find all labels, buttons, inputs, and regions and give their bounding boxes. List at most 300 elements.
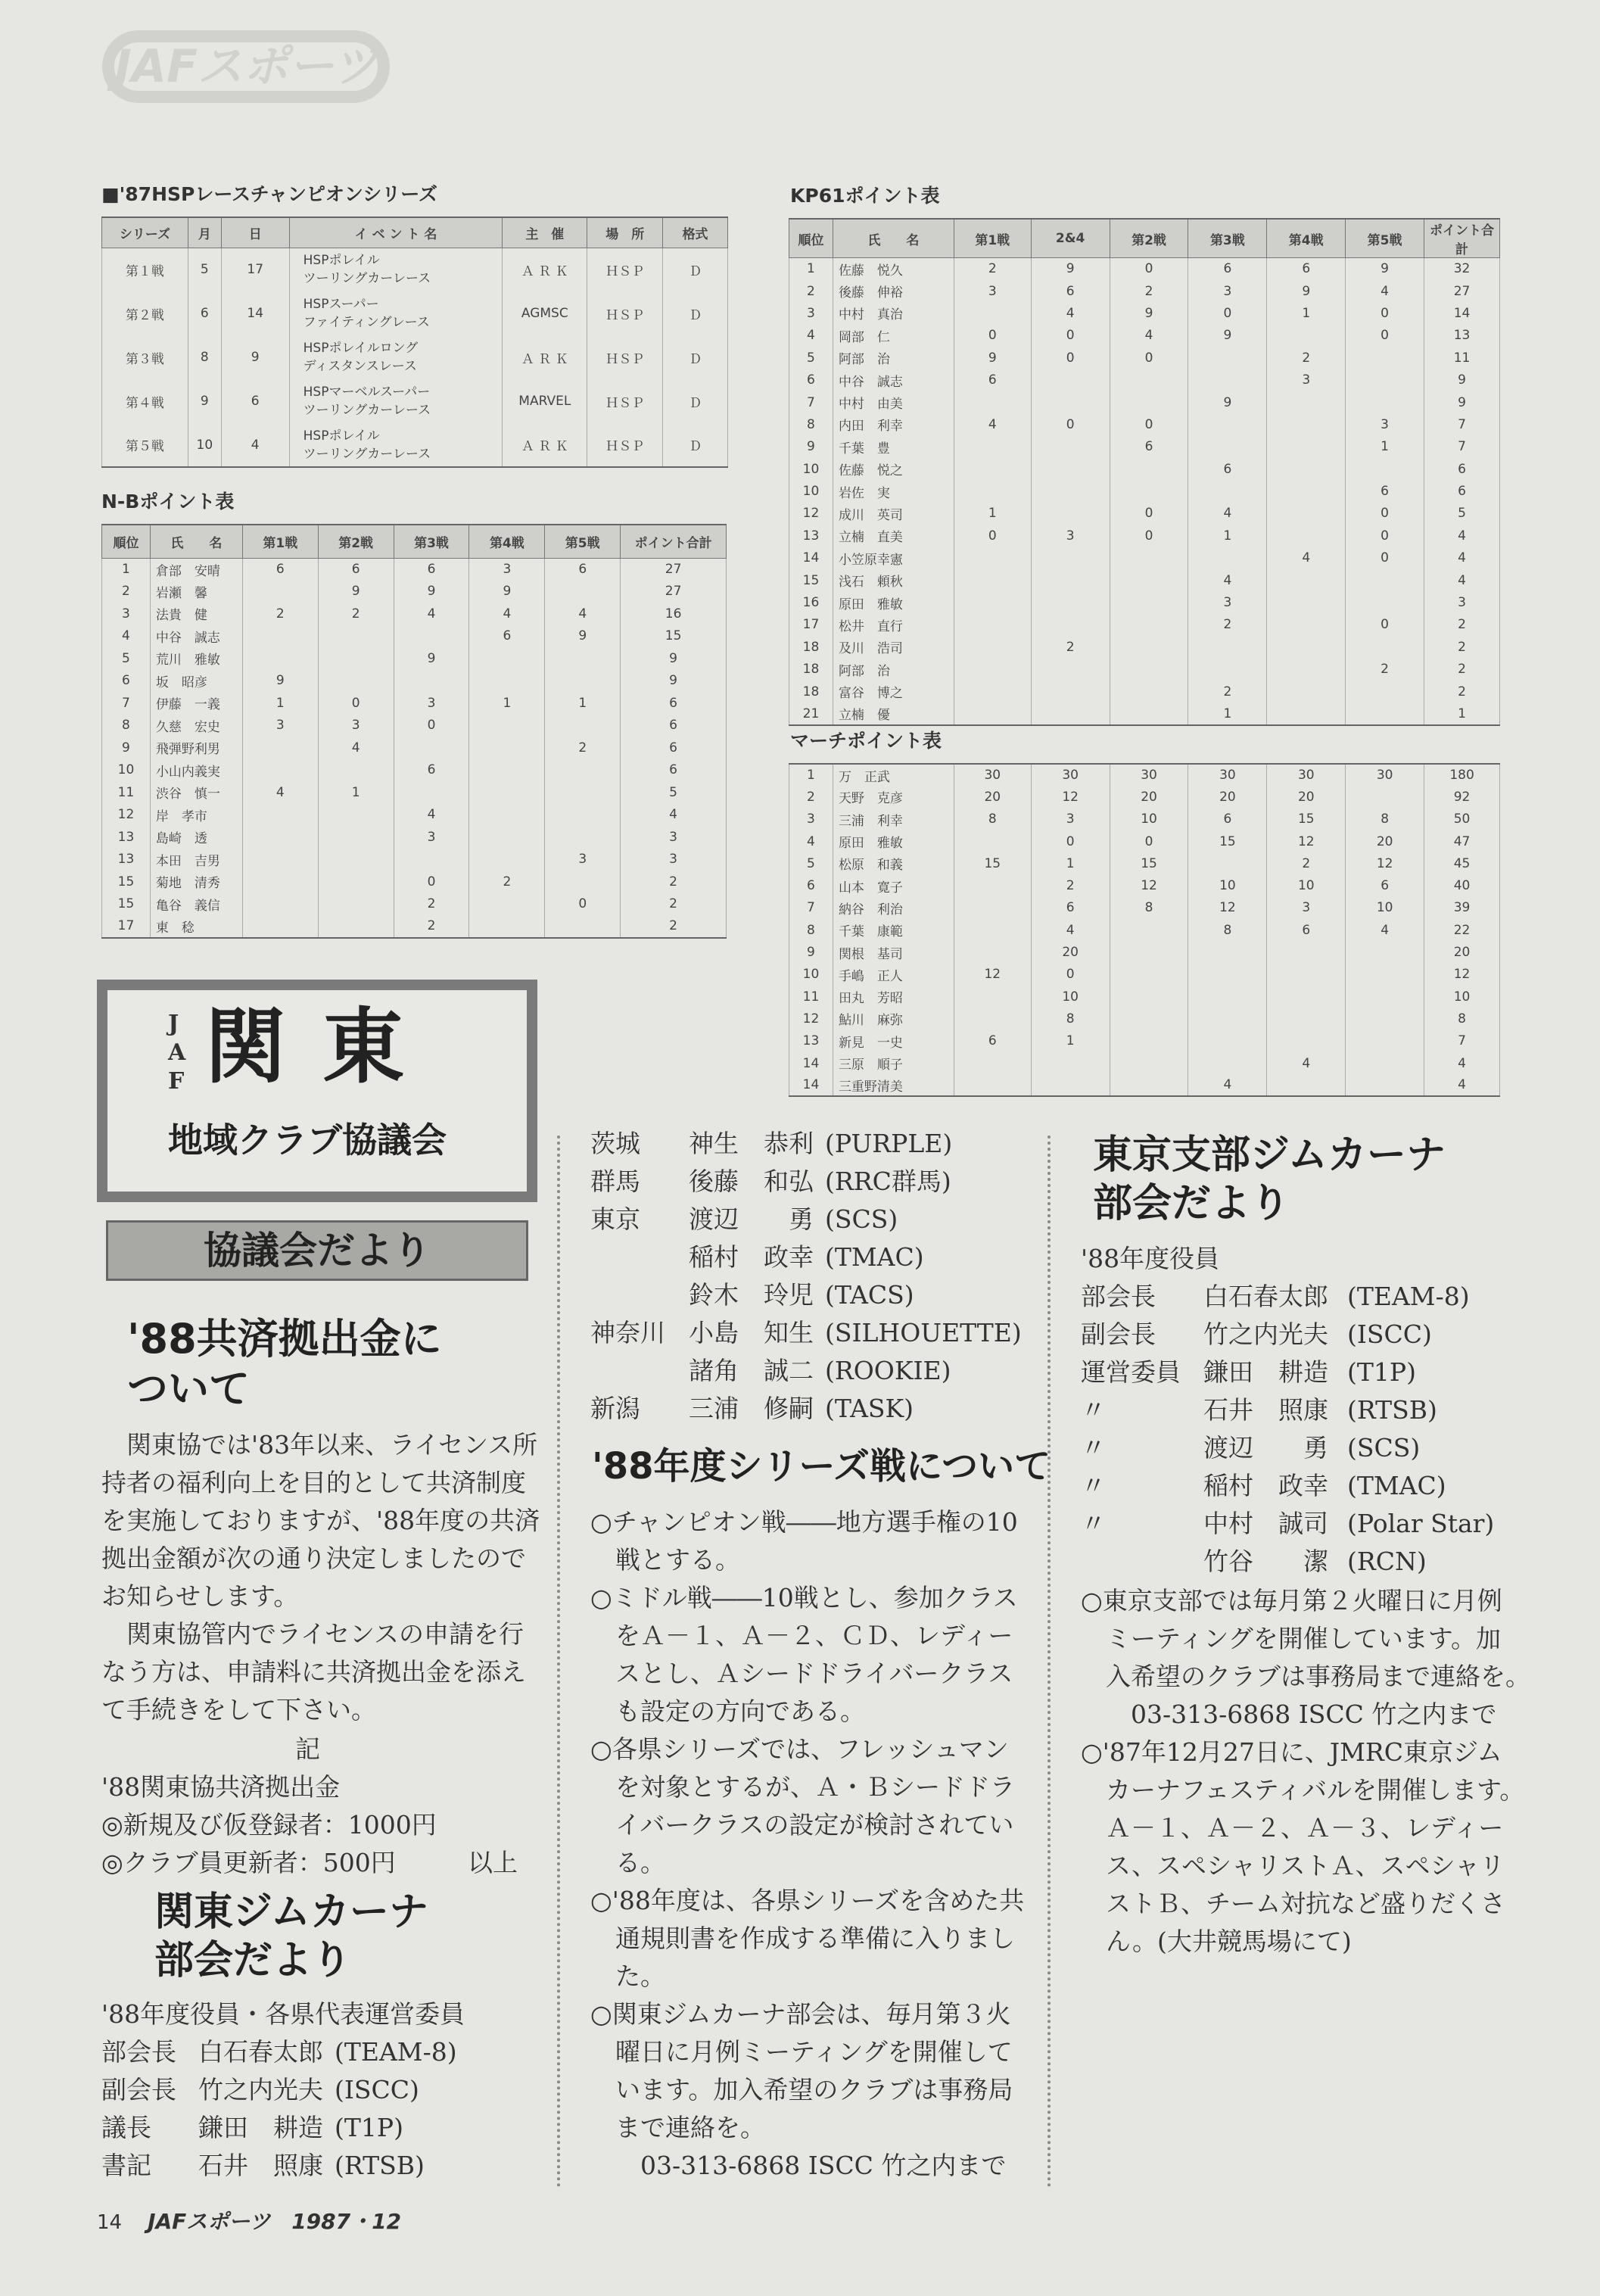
table-cell bbox=[469, 715, 545, 737]
table-cell: 第２戦 bbox=[102, 291, 188, 335]
nb-title: N-Bポイント表 bbox=[101, 491, 235, 512]
table-cell bbox=[318, 915, 394, 938]
table-cell: 4 bbox=[469, 603, 545, 625]
article2-sub: '88年度役員・各県代表運営委員 bbox=[101, 1999, 465, 2029]
table-cell bbox=[318, 893, 394, 916]
table-cell: 0 bbox=[1110, 258, 1188, 280]
table-row bbox=[789, 986, 1500, 1008]
roster-cell: (ISCC) bbox=[1347, 1319, 1432, 1349]
column-header: 第4戦 bbox=[1267, 219, 1346, 258]
table-cell: 島崎 透 bbox=[150, 826, 242, 849]
roster-cell: 部会長 bbox=[1081, 1282, 1156, 1311]
table-cell: 21 bbox=[789, 703, 833, 724]
table-cell: 2 bbox=[621, 871, 727, 893]
table-cell bbox=[1188, 413, 1267, 435]
table-cell: 0 bbox=[1110, 347, 1188, 369]
table-row bbox=[102, 871, 727, 893]
table-cell: 0 bbox=[1346, 302, 1424, 324]
roster-cell: (SCS) bbox=[825, 1204, 898, 1234]
table-cell: 16 bbox=[789, 591, 833, 613]
roster-cell: 〃 bbox=[1081, 1509, 1106, 1538]
table-cell bbox=[545, 647, 621, 670]
table-cell: 13 bbox=[102, 826, 151, 849]
roster-row bbox=[590, 1201, 1052, 1238]
table-cell bbox=[1188, 964, 1267, 986]
table-cell: 50 bbox=[1424, 808, 1500, 830]
table-cell: 10 bbox=[1267, 874, 1346, 896]
table-cell: 1 bbox=[1031, 1030, 1110, 1052]
table-cell bbox=[1031, 1052, 1110, 1074]
roster-cell: (RTSB) bbox=[1347, 1395, 1437, 1425]
text-line: います。加入希望のクラブは事務局 bbox=[590, 2075, 1013, 2104]
table-cell: 7 bbox=[789, 897, 833, 919]
table-cell bbox=[1346, 569, 1424, 591]
table-cell bbox=[1031, 591, 1110, 613]
table-cell bbox=[1110, 1074, 1188, 1096]
table-cell: 15 bbox=[1110, 852, 1188, 874]
roster-row bbox=[1081, 1505, 1574, 1543]
table-cell: 3 bbox=[1267, 369, 1346, 391]
table-cell: 天野 克彦 bbox=[833, 786, 954, 808]
table-row bbox=[789, 569, 1500, 591]
table-cell: ＨＳＰ bbox=[587, 423, 663, 467]
table-cell: 第１戦 bbox=[102, 248, 188, 291]
table-cell bbox=[1267, 413, 1346, 435]
roster-cell: 茨城 bbox=[590, 1129, 640, 1158]
table-cell: 0 bbox=[1346, 503, 1424, 525]
text-line: スとし、Ａシードドライバークラス bbox=[590, 1659, 1013, 1688]
table-cell: 0 bbox=[545, 893, 621, 916]
table-row bbox=[789, 458, 1500, 480]
table-row bbox=[102, 737, 727, 759]
text-line: 03-313-6868 ISCC 竹之内まで bbox=[1081, 1699, 1497, 1729]
table-cell: 5 bbox=[789, 347, 833, 369]
table-row bbox=[102, 915, 727, 938]
table-cell: 田丸 芳昭 bbox=[833, 986, 954, 1008]
table-cell: 中谷 誠志 bbox=[833, 369, 954, 391]
roster-cell: (Polar Star) bbox=[1347, 1509, 1495, 1538]
table-cell: 2 bbox=[394, 893, 469, 916]
table-row bbox=[102, 581, 727, 603]
table-cell bbox=[394, 849, 469, 871]
table-cell: 1 bbox=[1031, 852, 1110, 874]
roster-cell: 渡辺 勇 bbox=[689, 1204, 814, 1234]
column-header: 第1戦 bbox=[242, 525, 318, 558]
table-cell: 0 bbox=[1346, 525, 1424, 547]
table-row bbox=[102, 781, 727, 804]
table-cell: 6 bbox=[1188, 458, 1267, 480]
column-header: 第4戦 bbox=[469, 525, 545, 558]
article1-fund-renew: ◎クラブ員更新者：500円 bbox=[101, 1848, 396, 1877]
roster-cell: 鎌田 耕造 bbox=[198, 2113, 323, 2142]
table-row bbox=[789, 347, 1500, 369]
roster-cell: 中村 誠司 bbox=[1203, 1509, 1328, 1538]
table-cell: 9 bbox=[221, 335, 289, 379]
table-cell: 松原 和義 bbox=[833, 852, 954, 874]
roster-cell: 竹谷 潔 bbox=[1203, 1547, 1328, 1576]
table-cell bbox=[1031, 458, 1110, 480]
roster-cell: 渡辺 勇 bbox=[1203, 1433, 1328, 1463]
table-row bbox=[789, 325, 1500, 347]
table-row bbox=[789, 1030, 1500, 1052]
table-cell: 4 bbox=[1346, 280, 1424, 302]
roster-cell: 小島 知生 bbox=[689, 1318, 814, 1347]
table-cell: 4 bbox=[221, 423, 289, 467]
table-cell: 0 bbox=[1031, 964, 1110, 986]
roster-cell: (TEAM-8) bbox=[1347, 1282, 1470, 1311]
roster-row bbox=[1081, 1543, 1574, 1581]
table-cell bbox=[1031, 659, 1110, 681]
table-cell bbox=[1031, 547, 1110, 569]
table-cell bbox=[1346, 681, 1424, 703]
table-cell: 0 bbox=[1110, 503, 1188, 525]
table-cell: 3 bbox=[621, 849, 727, 871]
table-cell: 4 bbox=[1424, 525, 1500, 547]
table-cell: 27 bbox=[1424, 280, 1500, 302]
roster-cell: 三浦 修嗣 bbox=[689, 1394, 814, 1423]
roster-cell: (ISCC) bbox=[335, 2075, 419, 2104]
text-line: 通規則書を作成する準備に入りまし bbox=[590, 1924, 1015, 1953]
table-cell: 6 bbox=[469, 625, 545, 648]
table-cell: 7 bbox=[102, 692, 151, 715]
table-cell: 第３戦 bbox=[102, 335, 188, 379]
table-cell: 0 bbox=[1031, 830, 1110, 852]
roster-cell: 後藤 和弘 bbox=[689, 1167, 814, 1196]
table-cell: 伊藤 一義 bbox=[150, 692, 242, 715]
table-cell bbox=[1110, 591, 1188, 613]
table-cell: 2 bbox=[1188, 614, 1267, 636]
table-row bbox=[789, 897, 1500, 919]
table-cell: 荒川 雅敏 bbox=[150, 647, 242, 670]
table-cell bbox=[1346, 986, 1424, 1008]
table-cell: 1 bbox=[469, 692, 545, 715]
table-cell bbox=[1110, 636, 1188, 658]
table-cell: 10 bbox=[789, 458, 833, 480]
table-cell: 内田 利幸 bbox=[833, 413, 954, 435]
table-cell: 5 bbox=[188, 248, 221, 291]
table-cell: 2 bbox=[1031, 874, 1110, 896]
roster-cell: (T1P) bbox=[1347, 1357, 1416, 1387]
table-cell: 坂 昭彦 bbox=[150, 670, 242, 693]
table-cell bbox=[242, 915, 318, 938]
table-cell bbox=[242, 804, 318, 827]
table-row bbox=[102, 625, 727, 648]
table-cell bbox=[1110, 391, 1188, 413]
roster-cell: 竹之内光夫 bbox=[1203, 1319, 1328, 1349]
table-row bbox=[789, 703, 1500, 724]
table-cell: 30 bbox=[1188, 764, 1267, 786]
roster-cell: 〃 bbox=[1081, 1433, 1106, 1463]
table-cell: 2 bbox=[1346, 659, 1424, 681]
table-cell bbox=[394, 781, 469, 804]
kanto-council-box bbox=[97, 980, 537, 1202]
text-line: 入希望のクラブは事務局まで連絡を。 bbox=[1081, 1662, 1530, 1691]
table-cell bbox=[1031, 1074, 1110, 1096]
table-cell bbox=[1188, 1052, 1267, 1074]
table-cell: 0 bbox=[1346, 614, 1424, 636]
table-cell bbox=[954, 614, 1031, 636]
table-cell: 6 bbox=[1188, 808, 1267, 830]
table-row bbox=[102, 558, 727, 581]
roster-row bbox=[101, 2033, 531, 2071]
prefecture-reps bbox=[590, 1125, 1052, 1428]
table-cell: 1 bbox=[789, 764, 833, 786]
table-cell: 12 bbox=[1110, 874, 1188, 896]
table-cell: 17 bbox=[789, 614, 833, 636]
table-cell: Ａ Ｒ Ｋ bbox=[503, 423, 587, 467]
table-cell: 6 bbox=[1267, 919, 1346, 941]
table-cell: 2 bbox=[954, 258, 1031, 280]
hsp-title: ■'87HSPレースチャンピオンシリーズ bbox=[101, 183, 437, 205]
text-line: 関東協では'83年以来、ライセンス所 bbox=[101, 1430, 538, 1460]
table-cell bbox=[1188, 436, 1267, 458]
roster-row bbox=[590, 1238, 1052, 1276]
table-cell: 32 bbox=[1424, 258, 1500, 280]
table-cell: 20 bbox=[1188, 786, 1267, 808]
table-row bbox=[789, 1008, 1500, 1030]
table-row bbox=[102, 804, 727, 827]
table-cell: 三原 順子 bbox=[833, 1052, 954, 1074]
table-cell: 9 bbox=[394, 647, 469, 670]
article2-members bbox=[101, 2033, 531, 2185]
table-cell bbox=[545, 670, 621, 693]
table-cell: 9 bbox=[789, 436, 833, 458]
roster-row bbox=[1081, 1467, 1574, 1505]
table-cell: 0 bbox=[318, 692, 394, 715]
table-row bbox=[789, 480, 1500, 502]
table-cell: 6 bbox=[621, 737, 727, 759]
text-line: て手続きをして下さい。 bbox=[101, 1695, 376, 1724]
table-cell bbox=[954, 547, 1031, 569]
table-cell: 6 bbox=[394, 558, 469, 581]
table-cell: 10 bbox=[1424, 986, 1500, 1008]
table-cell: 3 bbox=[1346, 413, 1424, 435]
table-cell: 0 bbox=[394, 871, 469, 893]
table-row bbox=[789, 874, 1500, 896]
table-cell: 6 bbox=[1346, 480, 1424, 502]
table-cell: 8 bbox=[1031, 1008, 1110, 1030]
table-cell bbox=[1346, 458, 1424, 480]
table-cell: ＨＳＰ bbox=[587, 291, 663, 335]
table-cell bbox=[1267, 503, 1346, 525]
table-cell bbox=[954, 830, 1031, 852]
table-cell bbox=[1188, 1008, 1267, 1030]
table-cell bbox=[1110, 986, 1188, 1008]
table-cell: 飛弾野利男 bbox=[150, 737, 242, 759]
roster-cell: (TEAM-8) bbox=[335, 2037, 457, 2067]
roster-cell: 副会長 bbox=[101, 2075, 176, 2104]
table-cell: 20 bbox=[1267, 786, 1346, 808]
table-cell: 15 bbox=[102, 893, 151, 916]
table-cell: 9 bbox=[1031, 258, 1110, 280]
roster-cell: 部会長 bbox=[101, 2037, 176, 2067]
table-cell bbox=[1267, 458, 1346, 480]
table-cell: HSPポレイル ツーリングカーレース bbox=[289, 248, 503, 291]
table-row bbox=[789, 614, 1500, 636]
table-cell: 30 bbox=[1267, 764, 1346, 786]
table-row bbox=[789, 547, 1500, 569]
table-cell: 3 bbox=[954, 280, 1031, 302]
table-cell: 4 bbox=[1188, 569, 1267, 591]
table-cell: 7 bbox=[789, 391, 833, 413]
table-cell bbox=[1267, 636, 1346, 658]
table-cell: 5 bbox=[1424, 503, 1500, 525]
table-cell: 岸 孝市 bbox=[150, 804, 242, 827]
table-cell: 8 bbox=[1424, 1008, 1500, 1030]
table-cell: 0 bbox=[1031, 325, 1110, 347]
table-cell: 12 bbox=[1031, 786, 1110, 808]
table-row bbox=[789, 764, 1500, 786]
table-cell bbox=[1346, 1030, 1424, 1052]
table-cell bbox=[469, 647, 545, 670]
table-cell: 6 bbox=[954, 1030, 1031, 1052]
table-cell: 4 bbox=[1424, 1074, 1500, 1096]
roster-cell: 竹之内光夫 bbox=[198, 2075, 323, 2104]
table-row bbox=[102, 379, 728, 423]
column-header: イ ベ ン ト 名 bbox=[289, 217, 503, 248]
roster-cell: 鈴木 玲児 bbox=[689, 1280, 814, 1310]
table-row bbox=[789, 830, 1500, 852]
table-cell: 千葉 康範 bbox=[833, 919, 954, 941]
table-cell bbox=[318, 625, 394, 648]
table-cell: 0 bbox=[1110, 413, 1188, 435]
table-cell: 0 bbox=[1346, 325, 1424, 347]
table-cell: HSPマーベルスーパー ツーリングカーレース bbox=[289, 379, 503, 423]
table-cell: 9 bbox=[789, 941, 833, 963]
table-cell: 2 bbox=[1424, 659, 1500, 681]
table-cell bbox=[1110, 614, 1188, 636]
table-cell: 5 bbox=[789, 852, 833, 874]
roster-cell: 神生 恭利 bbox=[689, 1129, 814, 1158]
table-cell: 15 bbox=[1267, 808, 1346, 830]
table-row bbox=[102, 715, 727, 737]
table-cell: 山本 寛子 bbox=[833, 874, 954, 896]
table-cell: 10 bbox=[1188, 874, 1267, 896]
table-cell: 3 bbox=[469, 558, 545, 581]
table-cell: 6 bbox=[621, 715, 727, 737]
roster-row bbox=[1081, 1354, 1574, 1391]
text-line: Ａ－１、Ａ－２、Ａ－３、レディー bbox=[1081, 1813, 1504, 1843]
table-cell: 45 bbox=[1424, 852, 1500, 874]
table-cell: 6 bbox=[1267, 258, 1346, 280]
table-cell bbox=[1346, 636, 1424, 658]
table-cell bbox=[1031, 681, 1110, 703]
roster-cell: 稲村 政幸 bbox=[1203, 1471, 1328, 1500]
footer-brand: JAFスポーツ bbox=[148, 2209, 271, 2234]
table-cell bbox=[1267, 1030, 1346, 1052]
table-cell: 3 bbox=[1031, 525, 1110, 547]
table-cell bbox=[954, 1008, 1031, 1030]
column-header: 氏 名 bbox=[150, 525, 242, 558]
table-row bbox=[789, 258, 1500, 280]
roster-row bbox=[1081, 1391, 1574, 1429]
table-row bbox=[789, 636, 1500, 658]
table-cell bbox=[1346, 1052, 1424, 1074]
table-cell: 8 bbox=[789, 413, 833, 435]
column-header: 第2戦 bbox=[1110, 219, 1188, 258]
table-cell bbox=[1110, 919, 1188, 941]
column-header: 順位 bbox=[102, 525, 151, 558]
table-cell: 30 bbox=[1110, 764, 1188, 786]
table-cell: 4 bbox=[1424, 1052, 1500, 1074]
table-cell: 27 bbox=[621, 581, 727, 603]
table-cell: 納谷 利治 bbox=[833, 897, 954, 919]
page-number: 14 bbox=[97, 2211, 123, 2234]
text-line: 戦とする。 bbox=[590, 1545, 740, 1575]
table-cell bbox=[954, 941, 1031, 963]
table-cell bbox=[1188, 941, 1267, 963]
roster-cell: (ROOKIE) bbox=[825, 1356, 951, 1385]
text-line: ○関東ジムカーナ部会は、毎月第３火 bbox=[590, 1999, 1011, 2029]
table-cell bbox=[954, 591, 1031, 613]
roster-cell: 〃 bbox=[1081, 1395, 1106, 1425]
table-cell: 12 bbox=[789, 1008, 833, 1030]
roster-cell: 諸角 誠二 bbox=[689, 1356, 814, 1385]
table-cell bbox=[318, 804, 394, 827]
article1-ki: 記 bbox=[295, 1734, 320, 1764]
column-header: 格式 bbox=[663, 217, 728, 248]
table-cell: 松井 直行 bbox=[833, 614, 954, 636]
table-row bbox=[789, 436, 1500, 458]
table-cell bbox=[318, 759, 394, 782]
table-cell: 佐藤 悦久 bbox=[833, 258, 954, 280]
article1-body bbox=[101, 1426, 540, 1729]
table-cell: 3 bbox=[1031, 808, 1110, 830]
table-cell bbox=[1267, 325, 1346, 347]
nb-table bbox=[101, 524, 727, 939]
table-cell: 1 bbox=[1424, 703, 1500, 724]
table-cell bbox=[1031, 503, 1110, 525]
table-cell bbox=[1110, 659, 1188, 681]
footer bbox=[97, 2209, 401, 2235]
table-cell bbox=[394, 670, 469, 693]
table-cell: 15 bbox=[621, 625, 727, 648]
text-line: ○東京支部では毎月第２火曜日に月例 bbox=[1081, 1586, 1502, 1615]
table-cell: 11 bbox=[102, 781, 151, 804]
article4-body bbox=[1081, 1582, 1530, 1961]
column-header: 第1戦 bbox=[954, 219, 1031, 258]
table-cell: 千葉 豊 bbox=[833, 436, 954, 458]
table-cell bbox=[1110, 1030, 1188, 1052]
table-cell: 2 bbox=[102, 581, 151, 603]
table-cell: 4 bbox=[318, 737, 394, 759]
table-cell: 手嶋 正人 bbox=[833, 964, 954, 986]
table-cell: 92 bbox=[1424, 786, 1500, 808]
table-cell: 12 bbox=[1424, 964, 1500, 986]
table-cell bbox=[545, 759, 621, 782]
text-line: ○'88年度は、各県シリーズを含めた共 bbox=[590, 1886, 1025, 1915]
table-cell: 0 bbox=[954, 525, 1031, 547]
table-cell bbox=[1188, 347, 1267, 369]
table-cell: 30 bbox=[954, 764, 1031, 786]
table-row bbox=[789, 964, 1500, 986]
roster-cell: 白石春太郎 bbox=[198, 2037, 323, 2067]
table-cell: 2 bbox=[621, 915, 727, 938]
table-cell: 三浦 利幸 bbox=[833, 808, 954, 830]
table-cell: 9 bbox=[242, 670, 318, 693]
table-cell: 18 bbox=[789, 681, 833, 703]
table-cell bbox=[318, 826, 394, 849]
roster-cell: 白石春太郎 bbox=[1203, 1282, 1328, 1311]
table-cell: 6 bbox=[102, 670, 151, 693]
table-cell bbox=[1346, 1074, 1424, 1096]
table-cell: 10 bbox=[789, 964, 833, 986]
table-cell: 8 bbox=[102, 715, 151, 737]
column-header: ポイント合計 bbox=[621, 525, 727, 558]
table-cell bbox=[318, 849, 394, 871]
table-cell: 4 bbox=[1031, 302, 1110, 324]
table-row bbox=[789, 413, 1500, 435]
